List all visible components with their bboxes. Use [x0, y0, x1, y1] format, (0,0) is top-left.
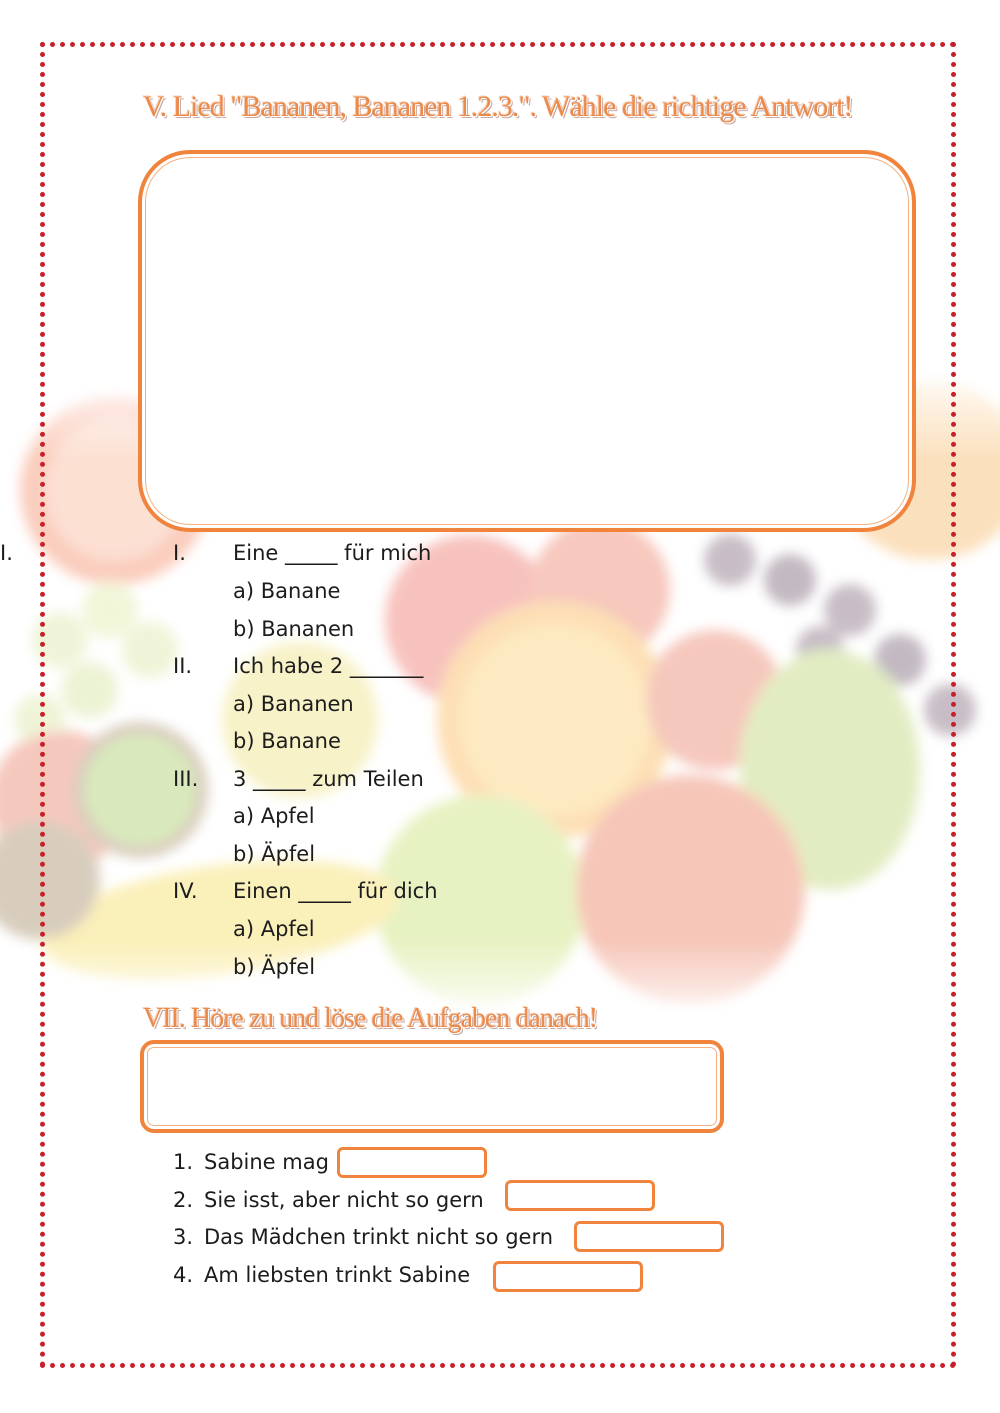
answer-option[interactable]: a) Banane: [233, 579, 341, 603]
question-number: I.: [0, 541, 13, 565]
question-number: III.: [173, 767, 199, 791]
answer-option[interactable]: a) Bananen: [233, 692, 354, 716]
question-item: [0, 541, 13, 565]
task-number: 1.: [173, 1150, 194, 1174]
task-number: 3.: [173, 1225, 194, 1249]
question-text: Eine _____ für mich: [233, 541, 432, 565]
answer-field-3[interactable]: [574, 1221, 724, 1252]
task-number: 4.: [173, 1263, 194, 1287]
question-text: Einen _____ für dich: [233, 879, 438, 903]
question-number: IV.: [173, 879, 198, 903]
answer-option[interactable]: a) Apfel: [233, 917, 315, 941]
question-text: 3 _____ zum Teilen: [233, 767, 424, 791]
task-item: [173, 1150, 193, 1174]
section-5-heading: V. Lied "Bananen, Bananen 1.2.3.". Wähle die richtige Antwort!: [143, 90, 853, 123]
answer-option[interactable]: a) Apfel: [233, 804, 315, 828]
task-text: Am liebsten trinkt Sabine: [204, 1263, 471, 1287]
answer-field-2[interactable]: [505, 1180, 655, 1211]
answer-option[interactable]: b) Bananen: [233, 617, 355, 641]
answer-option[interactable]: b) Banane: [233, 729, 341, 753]
answer-field-4[interactable]: [493, 1261, 643, 1292]
answer-field-1[interactable]: [337, 1147, 487, 1178]
task-text: Das Mädchen trinkt nicht so gern: [204, 1225, 554, 1249]
question-number: II.: [173, 654, 193, 678]
question-number: I.: [173, 541, 186, 565]
video-embed-area[interactable]: [138, 150, 916, 532]
answer-option[interactable]: b) Äpfel: [233, 955, 316, 979]
audio-embed-area[interactable]: [140, 1040, 724, 1133]
task-text: Sie isst, aber nicht so gern: [204, 1188, 484, 1212]
section-7-heading: VII. Höre zu und löse die Aufgaben danach!: [143, 1003, 598, 1034]
task-number: 2.: [173, 1188, 194, 1212]
question-text: Ich habe 2 _______: [233, 654, 424, 678]
task-text: Sabine mag: [204, 1150, 329, 1174]
answer-option[interactable]: b) Äpfel: [233, 842, 316, 866]
